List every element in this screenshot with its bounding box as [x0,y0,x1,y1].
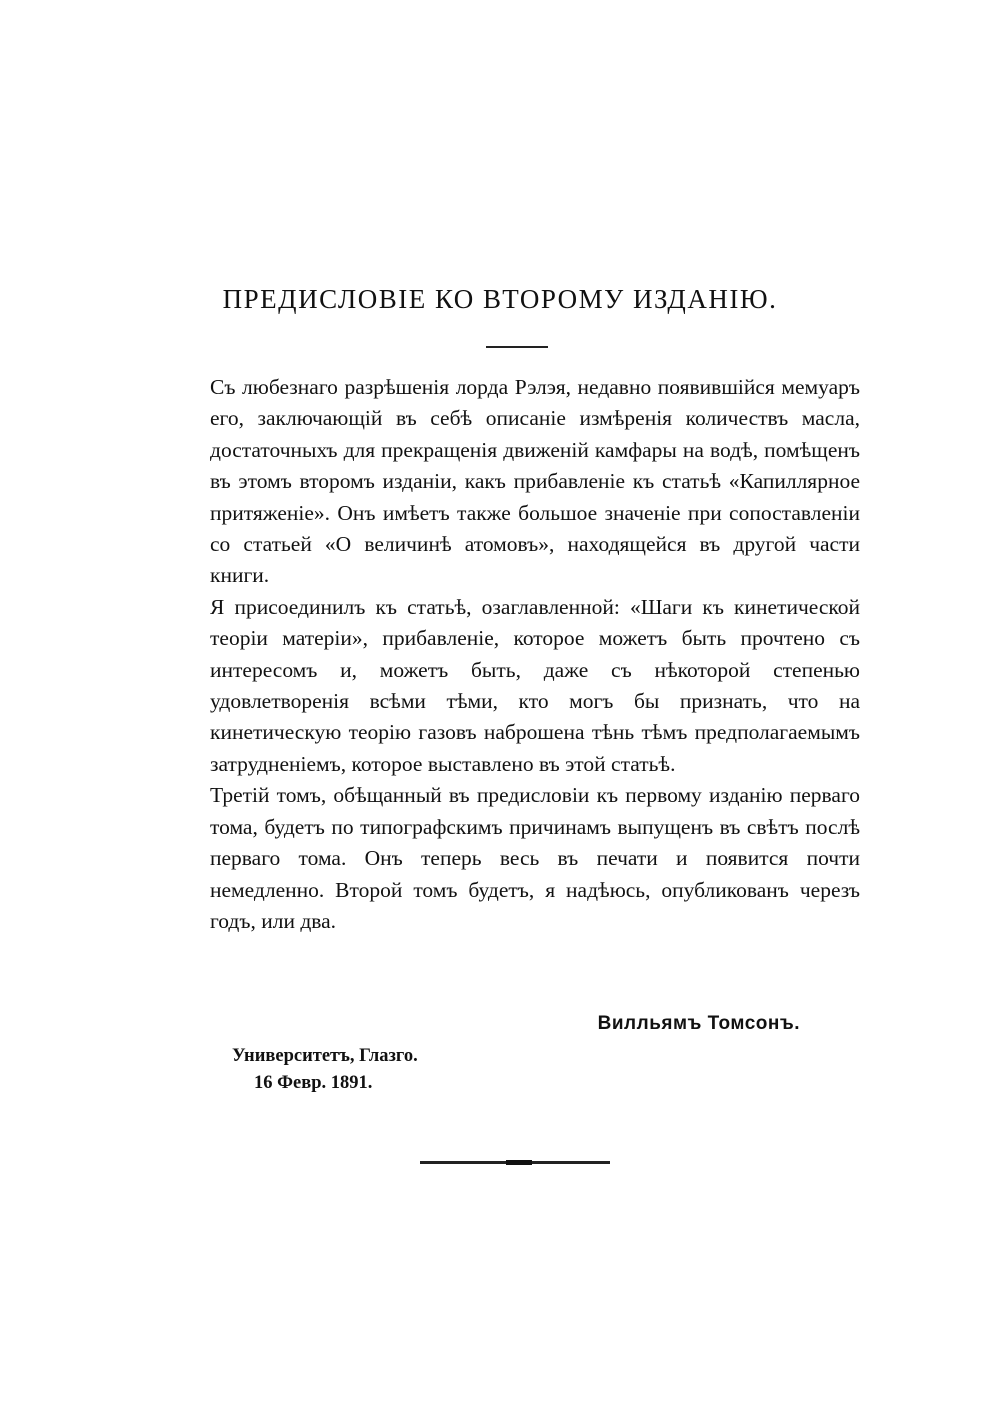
paragraph-1: Съ любезнаго разрѣшенія лорда Рэлэя, недавно появившійся мемуаръ его, заключающій въ себѣ описаніе измѣренія количествъ масла, достаточныхъ для прекращенія движеній камфары на водѣ, помѣщенъ въ этомъ второмъ изданіи, какъ прибавленіе къ статьѣ «Капиллярное притяженіе». Онъ имѣетъ также большое значеніе при сопоставленіи со статьей «О величинѣ атомовъ», находящейся въ другой части книги. [210,375,860,588]
preface-body [210,372,860,937]
paragraph-3: Третій томъ, обѣщанный въ предисловіи къ первому изданію перваго тома, будетъ по типографскимъ причинамъ выпущенъ въ свѣтъ послѣ перваго тома. Онъ теперь весь въ печати и появится почти немедленно. Второй томъ будетъ, я надѣюсь, опубликованъ черезъ годъ, или два. [210,783,860,933]
place-line: Университетъ, Глазго. [232,1046,418,1066]
author-signature: Вилльямъ Томсонъ. [597,1013,800,1034]
page-title: ПРЕДИСЛОВІЕ КО ВТОРОМУ ИЗДАНІЮ. [222,284,778,314]
date-line: 16 Февр. 1891. [254,1073,373,1093]
closing-ornament-rule [420,1161,610,1164]
place-and-date [232,1043,532,1097]
paragraph-2: Я присоединилъ къ статьѣ, озаглавленной: «Шаги къ кинетической теоріи матеріи», прибавленіе, которое можетъ быть прочтено съ интересомъ и, можетъ быть, даже съ нѣкоторой степенью удовлетворенія всѣми тѣми, кто могъ бы признать, что на кинетическую теорію газовъ наброшена тѣнь тѣмъ предполагаемымъ затрудненіемъ, которое выставлено въ этой статьѣ. [210,594,860,776]
title-divider [486,346,548,348]
